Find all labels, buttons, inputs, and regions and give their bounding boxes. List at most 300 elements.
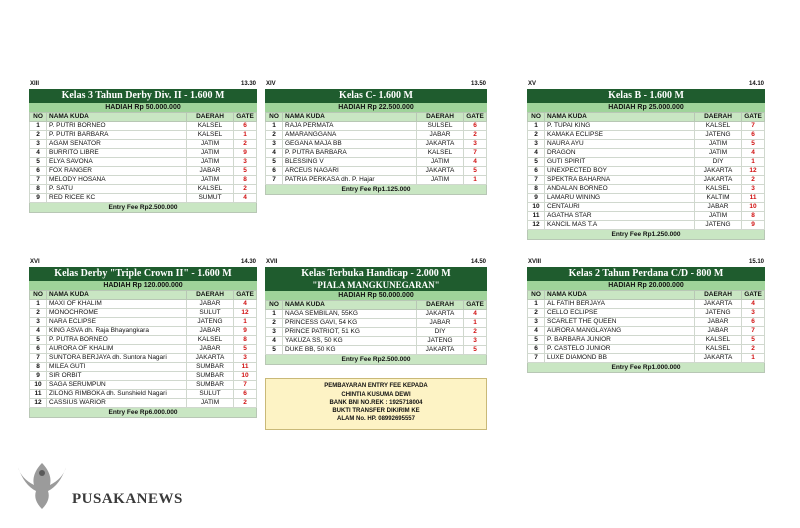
row-number: 9 xyxy=(528,194,545,203)
race-title: Kelas B - 1.600 M xyxy=(527,89,765,103)
region: KALTIM xyxy=(695,194,742,203)
table-row xyxy=(30,354,257,363)
region: KALSEL xyxy=(695,122,742,131)
col-no: NO xyxy=(266,301,283,310)
row-number: 6 xyxy=(30,345,47,354)
region: JABAR xyxy=(417,319,464,328)
gate-number: 10 xyxy=(234,372,257,381)
horse-name: P. PUTRI BARBARA xyxy=(47,131,187,140)
gate-number: 7 xyxy=(742,327,765,336)
region: JABAR xyxy=(695,327,742,336)
horse-name: UNEXPECTED BOY xyxy=(545,167,695,176)
horse-name: SPEKTRA BAHARNA xyxy=(545,176,695,185)
table-row xyxy=(528,167,765,176)
horse-name: ZILONG RIMBOKA dh. Sunshield Nagari xyxy=(47,390,187,399)
gate-number: 6 xyxy=(742,318,765,327)
race-number: XIII xyxy=(30,81,40,87)
entries-body xyxy=(528,300,765,363)
payment-line: BUKTI TRANSFER DIKIRIM KE xyxy=(332,408,420,414)
race-prize: HADIAH Rp 22.500.000 xyxy=(265,103,487,112)
race-title: Kelas 3 Tahun Derby Div. II - 1.600 M xyxy=(29,89,257,103)
table-row xyxy=(30,176,257,185)
region: KALSEL xyxy=(187,122,234,131)
eagle-icon xyxy=(12,455,72,515)
horse-name: GUTI SPIRIT xyxy=(545,158,695,167)
table-row xyxy=(266,328,487,337)
table-row xyxy=(30,122,257,131)
payment-line: BANK BNI NO.REK : 1925718004 xyxy=(329,400,423,406)
payment-line: ALAM No. HP. 08992695557 xyxy=(337,416,415,422)
horse-name: MILEA GUTI xyxy=(47,363,187,372)
horse-name: RED RICEE KC xyxy=(47,194,187,203)
horse-name: PATRIA PERKASA dh. P. Hajar xyxy=(283,176,417,185)
horse-name: AGATHA STAR xyxy=(545,212,695,221)
table-row xyxy=(266,158,487,167)
table-header-row xyxy=(266,301,487,310)
region: JATENG xyxy=(187,318,234,327)
row-number: 12 xyxy=(30,399,47,408)
gate-number: 7 xyxy=(464,149,487,158)
row-number: 4 xyxy=(266,149,283,158)
entries-table xyxy=(29,112,257,203)
region: KALSEL xyxy=(187,131,234,140)
row-number: 6 xyxy=(266,167,283,176)
table-row xyxy=(30,309,257,318)
horse-name: PRINCE PATRIOT, 51 KG xyxy=(283,328,417,337)
horse-name: SCARLET THE QUEEN xyxy=(545,318,695,327)
region: JABAR xyxy=(187,327,234,336)
col-area: DAERAH xyxy=(695,113,742,122)
gate-number: 2 xyxy=(234,185,257,194)
entry-fee: Entry Fee Rp1.000.000 xyxy=(527,363,765,373)
region: KALSEL xyxy=(695,185,742,194)
horse-name: BLESSING V xyxy=(283,158,417,167)
horse-name: LUXE DIAMOND BB xyxy=(545,354,695,363)
table-row xyxy=(30,345,257,354)
table-row xyxy=(528,149,765,158)
race-title: Kelas 2 Tahun Perdana C/D - 800 M xyxy=(527,267,765,281)
gate-number: 4 xyxy=(464,310,487,319)
race-title: Kelas C- 1.600 M xyxy=(265,89,487,103)
table-row xyxy=(528,300,765,309)
region: KALSEL xyxy=(417,149,464,158)
col-no: NO xyxy=(528,113,545,122)
horse-name: MONOCHROME xyxy=(47,309,187,318)
table-header-row xyxy=(266,113,487,122)
gate-number: 5 xyxy=(742,336,765,345)
region: JAKARTA xyxy=(695,300,742,309)
entry-fee: Entry Fee Rp1.250.000 xyxy=(527,230,765,240)
horse-name: KANCIL MAS T.A xyxy=(545,221,695,230)
gate-number: 5 xyxy=(742,140,765,149)
row-number: 5 xyxy=(30,158,47,167)
table-row xyxy=(30,318,257,327)
region: JAKARTA xyxy=(695,176,742,185)
col-area: DAERAH xyxy=(417,301,464,310)
gate-number: 3 xyxy=(234,158,257,167)
row-number: 8 xyxy=(30,363,47,372)
table-header-row xyxy=(30,291,257,300)
gate-number: 3 xyxy=(464,140,487,149)
row-number: 2 xyxy=(528,131,545,140)
row-number: 4 xyxy=(30,327,47,336)
payment-line: CHINTIA KUSUMA DEWI xyxy=(341,392,411,398)
row-number: 1 xyxy=(528,300,545,309)
region: JATIM xyxy=(417,176,464,185)
gate-number: 4 xyxy=(234,194,257,203)
row-number: 2 xyxy=(266,319,283,328)
horse-name: MAXI OF KHALIM xyxy=(47,300,187,309)
horse-name: P. TUPAI KING xyxy=(545,122,695,131)
table-row xyxy=(30,381,257,390)
horse-name: KING ASVA dh. Raja Bhayangkara xyxy=(47,327,187,336)
table-row xyxy=(528,158,765,167)
table-row xyxy=(266,140,487,149)
col-gate: GATE xyxy=(742,291,765,300)
table-row xyxy=(30,372,257,381)
table-row xyxy=(30,327,257,336)
col-horse: NAMA KUDA xyxy=(545,113,695,122)
table-row xyxy=(266,337,487,346)
col-area: DAERAH xyxy=(187,113,234,122)
horse-name: FOX RANGER xyxy=(47,167,187,176)
gate-number: 11 xyxy=(234,363,257,372)
row-number: 6 xyxy=(528,345,545,354)
gate-number: 1 xyxy=(234,318,257,327)
row-number: 2 xyxy=(30,309,47,318)
race-number: XVII xyxy=(266,259,278,265)
region: JATENG xyxy=(695,309,742,318)
col-no: NO xyxy=(30,113,47,122)
row-number: 8 xyxy=(528,185,545,194)
horse-name: DUKE BB, 50 KG xyxy=(283,346,417,355)
race-prize: HADIAH Rp 50.000.000 xyxy=(29,103,257,112)
race-card-header-row xyxy=(527,258,765,267)
table-row xyxy=(30,399,257,408)
table-row xyxy=(528,185,765,194)
col-horse: NAMA KUDA xyxy=(47,291,187,300)
gate-number: 2 xyxy=(464,131,487,140)
horse-name: CENTAURI xyxy=(545,203,695,212)
gate-number: 4 xyxy=(464,158,487,167)
col-horse: NAMA KUDA xyxy=(283,113,417,122)
gate-number: 5 xyxy=(464,167,487,176)
horse-name: SIR ORBIT xyxy=(47,372,187,381)
entries-body xyxy=(30,122,257,203)
gate-number: 1 xyxy=(464,176,487,185)
gate-number: 1 xyxy=(742,354,765,363)
gate-number: 4 xyxy=(742,149,765,158)
table-row xyxy=(266,122,487,131)
row-number: 3 xyxy=(528,140,545,149)
gate-number: 9 xyxy=(742,221,765,230)
region: KALSEL xyxy=(695,345,742,354)
row-number: 5 xyxy=(30,336,47,345)
race-time: 13.30 xyxy=(240,81,256,87)
row-number: 5 xyxy=(528,336,545,345)
horse-name: AL FATIH BERJAYA xyxy=(545,300,695,309)
table-row xyxy=(528,176,765,185)
row-number: 10 xyxy=(30,381,47,390)
region: SULSEL xyxy=(417,122,464,131)
entry-fee: Entry Fee Rp2.500.000 xyxy=(29,203,257,213)
table-row xyxy=(528,221,765,230)
region: JATIM xyxy=(187,140,234,149)
gate-number: 7 xyxy=(742,122,765,131)
row-number: 1 xyxy=(266,122,283,131)
region: JAKARTA xyxy=(695,354,742,363)
table-row xyxy=(266,176,487,185)
table-header-row xyxy=(30,113,257,122)
gate-number: 4 xyxy=(742,300,765,309)
region: JABAR xyxy=(417,131,464,140)
col-gate: GATE xyxy=(234,291,257,300)
row-number: 3 xyxy=(528,318,545,327)
race-prize: HADIAH Rp 120.000.000 xyxy=(29,281,257,290)
horse-name: ELYA SAVONA xyxy=(47,158,187,167)
row-number: 3 xyxy=(30,318,47,327)
region: JAKARTA xyxy=(417,346,464,355)
table-header-row xyxy=(528,113,765,122)
gate-number: 11 xyxy=(742,194,765,203)
region: KALSEL xyxy=(695,336,742,345)
region: JATIM xyxy=(417,158,464,167)
region: KALSEL xyxy=(187,185,234,194)
col-horse: NAMA KUDA xyxy=(283,301,417,310)
gate-number: 5 xyxy=(234,345,257,354)
region: JATIM xyxy=(187,158,234,167)
table-row xyxy=(30,167,257,176)
col-gate: GATE xyxy=(464,301,487,310)
gate-number: 2 xyxy=(742,176,765,185)
horse-name: BURRITO LIBRE xyxy=(47,149,187,158)
table-row xyxy=(30,149,257,158)
table-row xyxy=(528,131,765,140)
region: JAKARTA xyxy=(187,354,234,363)
race-card-xvii xyxy=(265,258,487,365)
row-number: 4 xyxy=(528,149,545,158)
race-number: XVI xyxy=(30,259,40,265)
entries-table xyxy=(29,290,257,408)
row-number: 3 xyxy=(266,140,283,149)
gate-number: 2 xyxy=(742,345,765,354)
horse-name: P. CASTELO JUNIOR xyxy=(545,345,695,354)
horse-name: P. SATU xyxy=(47,185,187,194)
table-row xyxy=(266,149,487,158)
gate-number: 3 xyxy=(234,354,257,363)
row-number: 9 xyxy=(30,194,47,203)
region: JATIM xyxy=(187,149,234,158)
race-number: XV xyxy=(528,81,537,87)
region: JATENG xyxy=(695,221,742,230)
region: JATIM xyxy=(187,176,234,185)
race-time: 13.50 xyxy=(470,81,486,87)
row-number: 3 xyxy=(266,328,283,337)
horse-name: KAMAKA ECLIPSE xyxy=(545,131,695,140)
region: JATIM xyxy=(187,399,234,408)
row-number: 4 xyxy=(30,149,47,158)
horse-name: SUNTORA BERJAYA dh. Suntora Nagari xyxy=(47,354,187,363)
region: JATIM xyxy=(695,212,742,221)
row-number: 1 xyxy=(30,122,47,131)
horse-name: ARCEUS NAGARI xyxy=(283,167,417,176)
table-row xyxy=(30,185,257,194)
entries-body xyxy=(266,310,487,355)
row-number: 3 xyxy=(30,140,47,149)
table-row xyxy=(528,309,765,318)
row-number: 9 xyxy=(30,372,47,381)
gate-number: 4 xyxy=(234,300,257,309)
gate-number: 6 xyxy=(742,131,765,140)
gate-number: 3 xyxy=(742,309,765,318)
gate-number: 6 xyxy=(464,122,487,131)
race-time: 14.50 xyxy=(470,259,486,265)
table-row xyxy=(528,354,765,363)
table-row xyxy=(528,203,765,212)
region: JABAR xyxy=(695,203,742,212)
region: JAKARTA xyxy=(417,310,464,319)
region: SULUT xyxy=(187,390,234,399)
horse-name: YAKUZA SS, 50 KG xyxy=(283,337,417,346)
horse-name: AURORA OF KHALIM xyxy=(47,345,187,354)
race-card-header-row xyxy=(265,80,487,89)
table-row xyxy=(266,131,487,140)
row-number: 6 xyxy=(528,167,545,176)
region: JATIM xyxy=(695,140,742,149)
table-row xyxy=(30,300,257,309)
race-number: XVIII xyxy=(528,259,542,265)
region: JABAR xyxy=(187,300,234,309)
col-no: NO xyxy=(528,291,545,300)
region: DIY xyxy=(695,158,742,167)
gate-number: 1 xyxy=(742,158,765,167)
row-number: 8 xyxy=(30,185,47,194)
payment-line: PEMBAYARAN ENTRY FEE KEPADA xyxy=(324,383,428,389)
table-row xyxy=(528,122,765,131)
gate-number: 1 xyxy=(234,131,257,140)
race-title: Kelas Terbuka Handicap - 2.000 M xyxy=(265,267,487,281)
row-number: 7 xyxy=(30,354,47,363)
gate-number: 1 xyxy=(464,319,487,328)
region: SULUT xyxy=(187,309,234,318)
gate-number: 10 xyxy=(742,203,765,212)
table-row xyxy=(30,131,257,140)
gate-number: 3 xyxy=(742,185,765,194)
table-row xyxy=(528,212,765,221)
gate-number: 9 xyxy=(234,327,257,336)
horse-name: MELODY HOSANA xyxy=(47,176,187,185)
gate-number: 6 xyxy=(234,390,257,399)
gate-number: 8 xyxy=(234,176,257,185)
horse-name: P. BARBARA JUNIOR xyxy=(545,336,695,345)
row-number: 10 xyxy=(528,203,545,212)
col-area: DAERAH xyxy=(187,291,234,300)
row-number: 12 xyxy=(528,221,545,230)
row-number: 7 xyxy=(266,176,283,185)
gate-number: 8 xyxy=(234,336,257,345)
horse-name: NAGA SEMBILAN, 55KG xyxy=(283,310,417,319)
row-number: 1 xyxy=(30,300,47,309)
region: SUMBAR xyxy=(187,363,234,372)
entry-fee: Entry Fee Rp1.125.000 xyxy=(265,185,487,195)
entries-body xyxy=(528,122,765,230)
table-row xyxy=(528,336,765,345)
row-number: 2 xyxy=(528,309,545,318)
race-number: XIV xyxy=(266,81,276,87)
region: JAKARTA xyxy=(417,140,464,149)
row-number: 4 xyxy=(528,327,545,336)
gate-number: 5 xyxy=(464,346,487,355)
region: DIY xyxy=(417,328,464,337)
col-gate: GATE xyxy=(234,113,257,122)
horse-name: CELLO ECLIPSE xyxy=(545,309,695,318)
col-no: NO xyxy=(266,113,283,122)
race-card-header-row xyxy=(527,80,765,89)
region: KALSEL xyxy=(187,336,234,345)
horse-name: SAGA SERUMPUN xyxy=(47,381,187,390)
race-prize: HADIAH Rp 25.000.000 xyxy=(527,103,765,112)
race-prize: HADIAH Rp 50.000.000 xyxy=(265,291,487,300)
table-row xyxy=(528,327,765,336)
horse-name: DRAGON xyxy=(545,149,695,158)
col-gate: GATE xyxy=(742,113,765,122)
horse-name: LAMARU WINING xyxy=(545,194,695,203)
entry-fee: Entry Fee Rp6.000.000 xyxy=(29,408,257,418)
region: JAKARTA xyxy=(695,167,742,176)
table-row xyxy=(30,194,257,203)
horse-name: ANDALAN BORNEO xyxy=(545,185,695,194)
gate-number: 7 xyxy=(234,381,257,390)
table-row xyxy=(30,140,257,149)
gate-number: 3 xyxy=(464,337,487,346)
region: JABAR xyxy=(187,345,234,354)
gate-number: 5 xyxy=(234,167,257,176)
race-time: 14.30 xyxy=(240,259,256,265)
entries-table xyxy=(527,112,765,230)
pusakanews-logo xyxy=(12,455,212,515)
row-number: 5 xyxy=(528,158,545,167)
entries-table xyxy=(265,300,487,355)
row-number: 2 xyxy=(266,131,283,140)
gate-number: 2 xyxy=(234,140,257,149)
race-card-header-row xyxy=(265,258,487,267)
horse-name: NARA ECLIPSE xyxy=(47,318,187,327)
race-card-xiv xyxy=(265,80,487,195)
region: JAKARTA xyxy=(417,167,464,176)
row-number: 1 xyxy=(528,122,545,131)
gate-number: 6 xyxy=(234,122,257,131)
horse-name: CASSIUS WARIOR xyxy=(47,399,187,408)
row-number: 7 xyxy=(528,354,545,363)
race-time: 15.10 xyxy=(748,259,764,265)
region: SUMUT xyxy=(187,194,234,203)
race-card-xiii xyxy=(29,80,257,213)
gate-number: 2 xyxy=(464,328,487,337)
gate-number: 9 xyxy=(234,149,257,158)
row-number: 11 xyxy=(30,390,47,399)
table-row xyxy=(30,158,257,167)
horse-name: P. PUTRA BARBARA xyxy=(283,149,417,158)
race-title: Kelas Derby "Triple Crown II" - 1.600 M xyxy=(29,267,257,281)
race-prize: HADIAH Rp 20.000.000 xyxy=(527,281,765,290)
gate-number: 8 xyxy=(742,212,765,221)
race-card-xviii xyxy=(527,258,765,373)
table-row xyxy=(528,194,765,203)
gate-number: 12 xyxy=(234,309,257,318)
row-number: 5 xyxy=(266,346,283,355)
row-number: 11 xyxy=(528,212,545,221)
region: JABAR xyxy=(187,167,234,176)
